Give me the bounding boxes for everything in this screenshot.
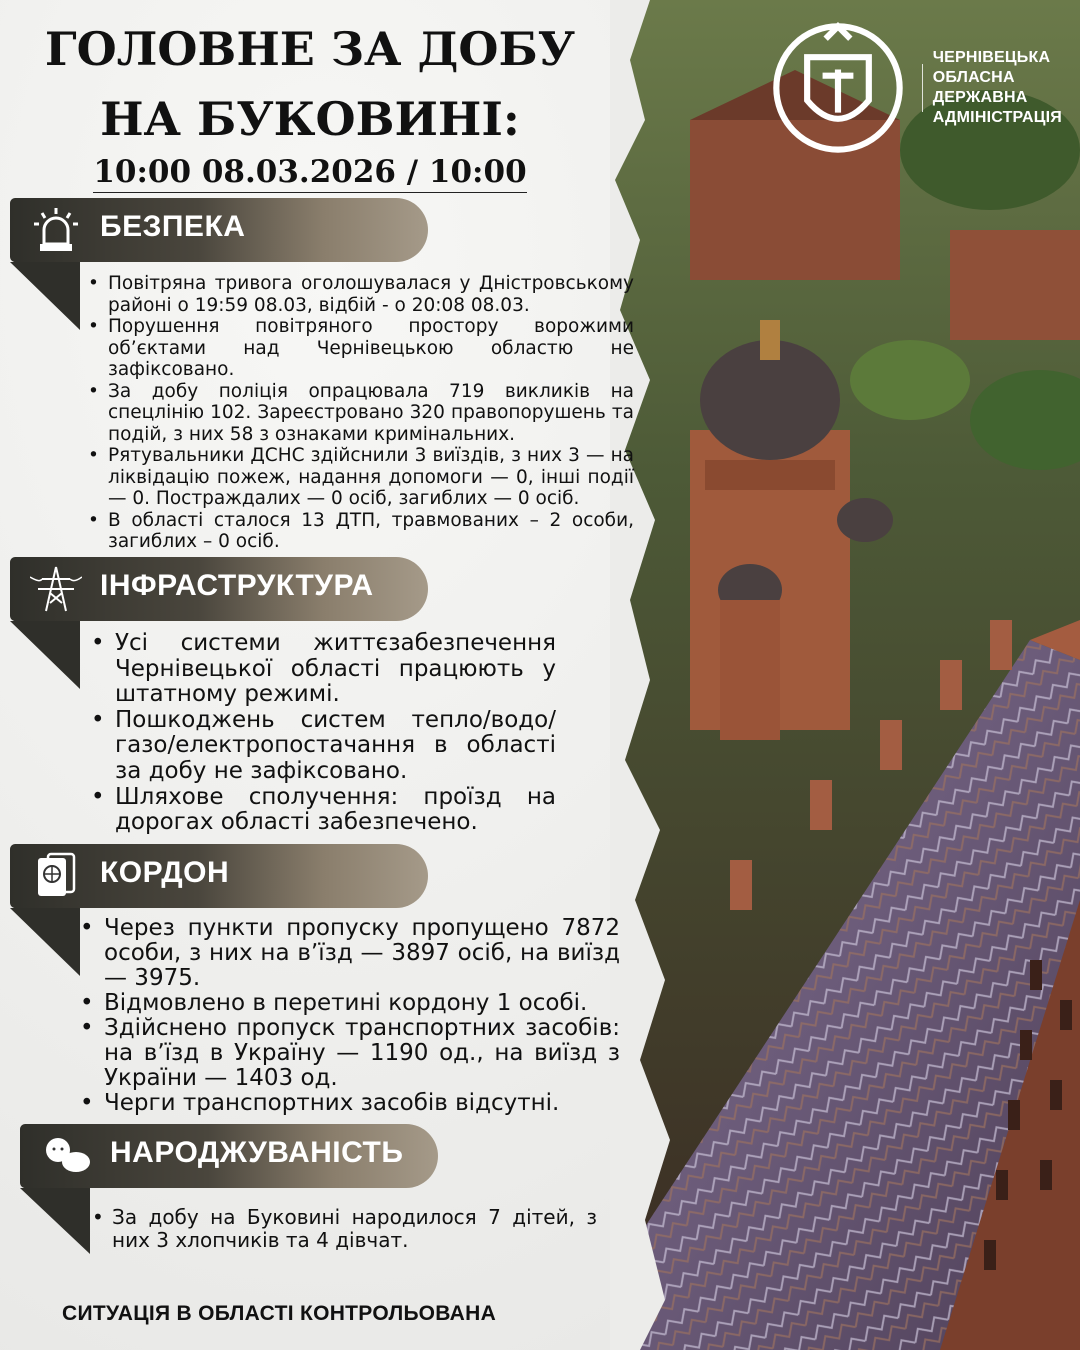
baby-icon: [40, 1130, 92, 1182]
section-header-infrastructure: [10, 557, 428, 621]
border-list: [104, 916, 620, 1116]
list-item: • В області сталося 13 ДТП, травмованих – 2 особи, загиблих – 0 осіб.: [108, 510, 634, 553]
section-title: ІНФРАСТРУКТУРА: [100, 569, 374, 602]
list-item: • Пошкоджень систем тепло/водо/ газо/електропостачання в області за добу не зафіксовано.: [115, 708, 556, 785]
section-tail: [10, 908, 80, 976]
section-header-border: [10, 844, 428, 908]
section-title: КОРДОН: [100, 856, 230, 889]
footer-status: СИТУАЦІЯ В ОБЛАСТІ КОНТРОЛЬОВАНА: [62, 1302, 497, 1325]
list-item: • Шляхове сполучення: проїзд на дорогах області забезпечено.: [115, 785, 556, 836]
list-item: • Черги транспортних засобів відсутні.: [104, 1091, 620, 1116]
period-text: 10:00 08.03.2026 / 10:00: [93, 154, 526, 237]
security-list: [108, 273, 634, 553]
list-item: • За добу поліція опрацювала 719 викликів на спецлінію 102. Зареєстровано 320 правопорушень та подій, з них 58 з ознаками кримінальних.: [108, 381, 634, 446]
section-tail: [10, 262, 80, 330]
list-item: • Рятувальники ДСНС здійснили 3 виїздів, з них 3 — на ліквідацію пожеж, надання допомоги — 0, інші події — 0. Постраждалих — 0 осіб, загиблих — 0 осіб.: [108, 445, 634, 510]
brand-block: [764, 14, 1062, 162]
photo-chernivtsi-university: [610, 0, 1080, 1350]
title-line2: НА БУКОВИНІ:: [100, 92, 520, 146]
brand-line1: ЧЕРНІВЕЦЬКА ОБЛАСНА: [932, 48, 1051, 86]
coat-of-arms-icon: [764, 14, 912, 162]
brand-divider: [922, 64, 923, 112]
brand-line2: ДЕРЖАВНА АДМІНІСТРАЦІЯ: [932, 88, 1063, 126]
power-tower-icon: [30, 563, 82, 615]
siren-icon: [30, 204, 82, 256]
section-header-births: [20, 1124, 438, 1188]
brand-name: [933, 48, 1062, 128]
list-item: • Через пункти пропуску пропущено 7872 особи, з них на вʼїзд — 3897 осіб, на виїзд — 3975.: [104, 916, 620, 991]
passport-icon: [30, 850, 82, 902]
section-tail: [20, 1188, 90, 1254]
list-item: • Повітряна тривога оголошувалася у Дністровському районі о 19:59 08.03, відбій - о 20:08 08.03.: [108, 273, 634, 316]
section-title: НАРОДЖУВАНІСТЬ: [110, 1136, 404, 1169]
title-line1: ГОЛОВНЕ ЗА ДОБУ: [44, 22, 576, 76]
list-item: • За добу на Буковині народилося 7 дітей, з них 3 хлопчиків та 4 дівчат.: [112, 1206, 597, 1252]
section-tail: [10, 621, 80, 689]
births-list: [112, 1206, 597, 1252]
list-item: • Здійснено пропуск транспортних засобів: на вʼїзд в Україну — 1190 од., на виїзд з України — 1403 од.: [104, 1016, 620, 1091]
infrastructure-list: [115, 631, 556, 836]
page-title: [0, 22, 620, 146]
list-item: • Усі системи життєзабезпечення Чернівецької області працюють у штатному режимі.: [115, 631, 556, 708]
section-header-security: [10, 198, 428, 262]
list-item: • Порушення повітряного простору ворожими об’єктами над Чернівецькою областю не зафіксовано.: [108, 316, 634, 381]
list-item: • Відмовлено в перетині кордону 1 особі.: [104, 991, 620, 1016]
section-title: БЕЗПЕКА: [100, 210, 246, 243]
